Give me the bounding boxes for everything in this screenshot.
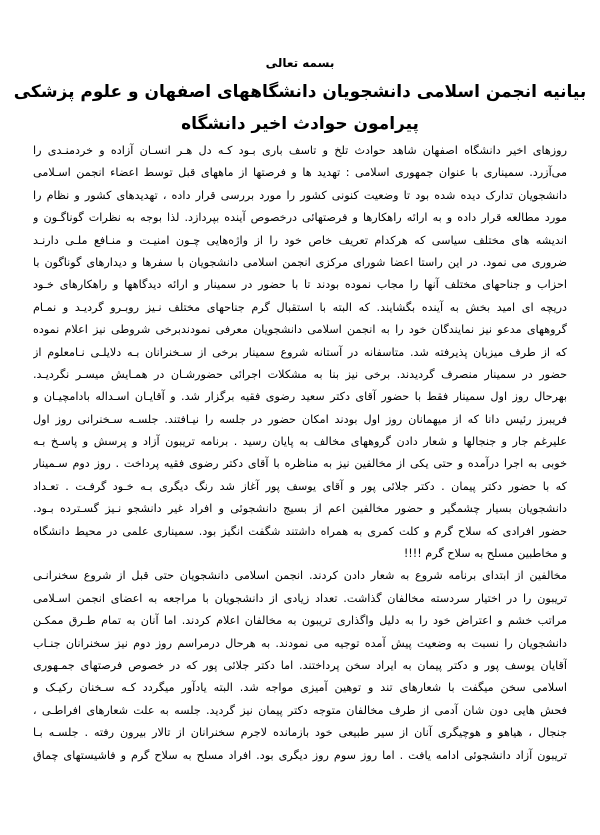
- paragraph-1: [33, 140, 567, 565]
- text-line: بهرحال روز اول سمینار فقط با حضور آقای دکتر سعید رضوی فقیه برگزار شد. و آقایـان اسـداله بادامچیـان و: [33, 390, 567, 404]
- text-line: دانشجویان را نسبت به وضعیت پیش آمده توجیه می نمودند. به هرحال درمراسم روز دوم نیز سخنرانان جنـاب: [33, 636, 567, 650]
- text-line: دریچه ای امید بخش به آینده بگشایند. که البته با استقبال گرم جناحهای مختلف نـیز روبـرو گردیـد و نمـام: [33, 300, 567, 314]
- basmala-heading: بسمه تعالی: [265, 56, 335, 70]
- text-line: روزهای اخیر دانشگاه اصفهان شاهد حوادث تلخ و تاسف باری بـود کـه دل هـر انسـان آزاده و خردمنـدی را: [33, 144, 567, 157]
- text-line: حضور در سمینار منصرف گردیدند. برخی نیز بنا به مشکلات اجرائی حضورشـان در همـایش میسـر نگردیـد.: [33, 367, 567, 381]
- text-line: دانشجویان تدارک دیده شده بود تا وضعیت کنونی کشور را مورد بررسی قرار داده ، تهدیدهای کشور و نظام را: [33, 188, 567, 202]
- text-line: مراتب خشم و اعتراض خود را به دلیل واگذاری تریبون به مخالفان اعلام کردند. اما آنان به تمام طـرق ممکـن: [33, 614, 567, 628]
- text-line: و مخاطبین مسلح به سلاح گرم !!!!: [403, 547, 567, 561]
- text-line: که با حضور دکتر پیمان . دکتر جلائی پور و آقای یوسف پور آغاز شد رنگ دیگری بـه خـود گرفـت . تعـداد: [33, 479, 567, 493]
- text-line: جنجال ، هیاهو و هوچیگری آنان از سیر طبیعی خود بازمانده لاجرم سخنرانان از تالار بیرون رفته . جلسـه بـا: [33, 726, 567, 740]
- text-line: حضور افرادی که سلاح گرم و کلت کمری به همراه داشتند شگفت انگیز بود. سمیناری علمی در محیط دانشگاه: [33, 524, 567, 538]
- text-line: دانشجویان بسیار چشمگیر و حضور مخالفین اعم از بسیج دانشجوئی و افراد غیر دانشجو نـیز گسـترده بـود.: [33, 502, 567, 516]
- text-line: فحش هایی دون شان آدمی از طرف مخالفان متوجه دکتر پیمان نیز گردید. جلسه به علت شعارهای افراطـی ،: [33, 703, 567, 717]
- text-line: خوبی به اجرا درآمده و حتی یکی از مخالفین نیز به مناظره با آقای دکتر رضوی فقیه پرداخت . روز دوم سـمینار: [33, 457, 567, 471]
- text-line: تریبون را در اختیار سردسته مخالفان گذاشت. تعداد زیادی از دانشجویان با مراجعه به اعضای انجمن اسـلامی: [33, 591, 567, 605]
- statement-body: [33, 140, 567, 767]
- text-line: اسلامی سخن میگفت با شعارهای تند و توهین آمیزی مواجه شد. البته یادآور میگردد کـه سـخنان رکیـک و: [33, 681, 567, 695]
- text-line: مخالفین از ابتدای برنامه شروع به شعار دادن کردند. انجمن اسلامی دانشجویان حتی قبل از شروع سخنرانـی: [33, 569, 567, 583]
- text-line: علیرغم جار و جنجالها و شعار دادن گروههای مخالف به پایان رسید . برنامه تریبون آزاد و پرسش و پاسـخ بـه: [33, 435, 567, 449]
- text-line: مورد مطالعه قرار داده و به ارائه راهکارها و فرصتهائی درخصوص آینده بپردازد. لذا بوجه به نظرات گوناگـون و: [33, 211, 567, 225]
- text-line: می‌آزرد. سمیناری با عنوان جمهوری اسلامی : تهدید ها و فرصتها از ماههای قبل توسط اعضاء انجمن اسـلامی: [33, 166, 567, 180]
- text-line: گروههای مدعو نیز نمایندگان خود را به انجمن اسلامی دانشجویان معرفی نمودندبرخی شروطی نیز اعلام نموده: [33, 323, 567, 337]
- text-line: که از طرف میزبان پذیرفته شد. متاسفانه در آستانه شروع سمینار برخی از سـخنرانان بـه دلایلـی نـامعلوم از: [33, 345, 567, 359]
- text-line: تریبون آزاد دانشجوئی ادامه یافت . اما روز سوم روز دیگری بود. افراد مسلح به سلاح گرم و فاشیستهای چماق: [33, 748, 567, 762]
- text-line: احزاب و جناحهای مختلف آنها را مجاب نموده بودند تا با حضور در سمینار و ارائه دیدگاهها و راهکارهای خـود: [33, 278, 567, 292]
- text-line: فریبرز رئیس دانا که از میهمانان روز اول بودند امکان حضور در جلسه را نیـافتند. جلسـه سـخنرانی روز اول: [33, 412, 567, 426]
- statement-title-line-1: بیانیه انجمن اسلامی دانشجویان دانشگاههای اصفهان و علوم پزشکی: [13, 82, 587, 102]
- paragraph-2: [33, 565, 567, 767]
- statement-title-line-2: پیرامون حوادث اخیر دانشگاه: [181, 114, 419, 134]
- text-line: ضروری می نمود. در این راستا اعضا شورای مرکزی انجمن اسلامی دانشجویان با سفرها و دیدارهای گوناگون با: [33, 255, 567, 269]
- text-line: اندیشه های مختلف سیاسی که هرکدام تعریف خاص خود را از واژه‌هایی چـون امنیـت و منـافع ملـی دارنـد: [33, 233, 567, 247]
- text-line: آقایان یوسف پور و دکتر پیمان به ایراد سخن پرداختند. اما دکتر جلائی پور که در خصوص فرصتهای جمـهوری: [33, 658, 567, 672]
